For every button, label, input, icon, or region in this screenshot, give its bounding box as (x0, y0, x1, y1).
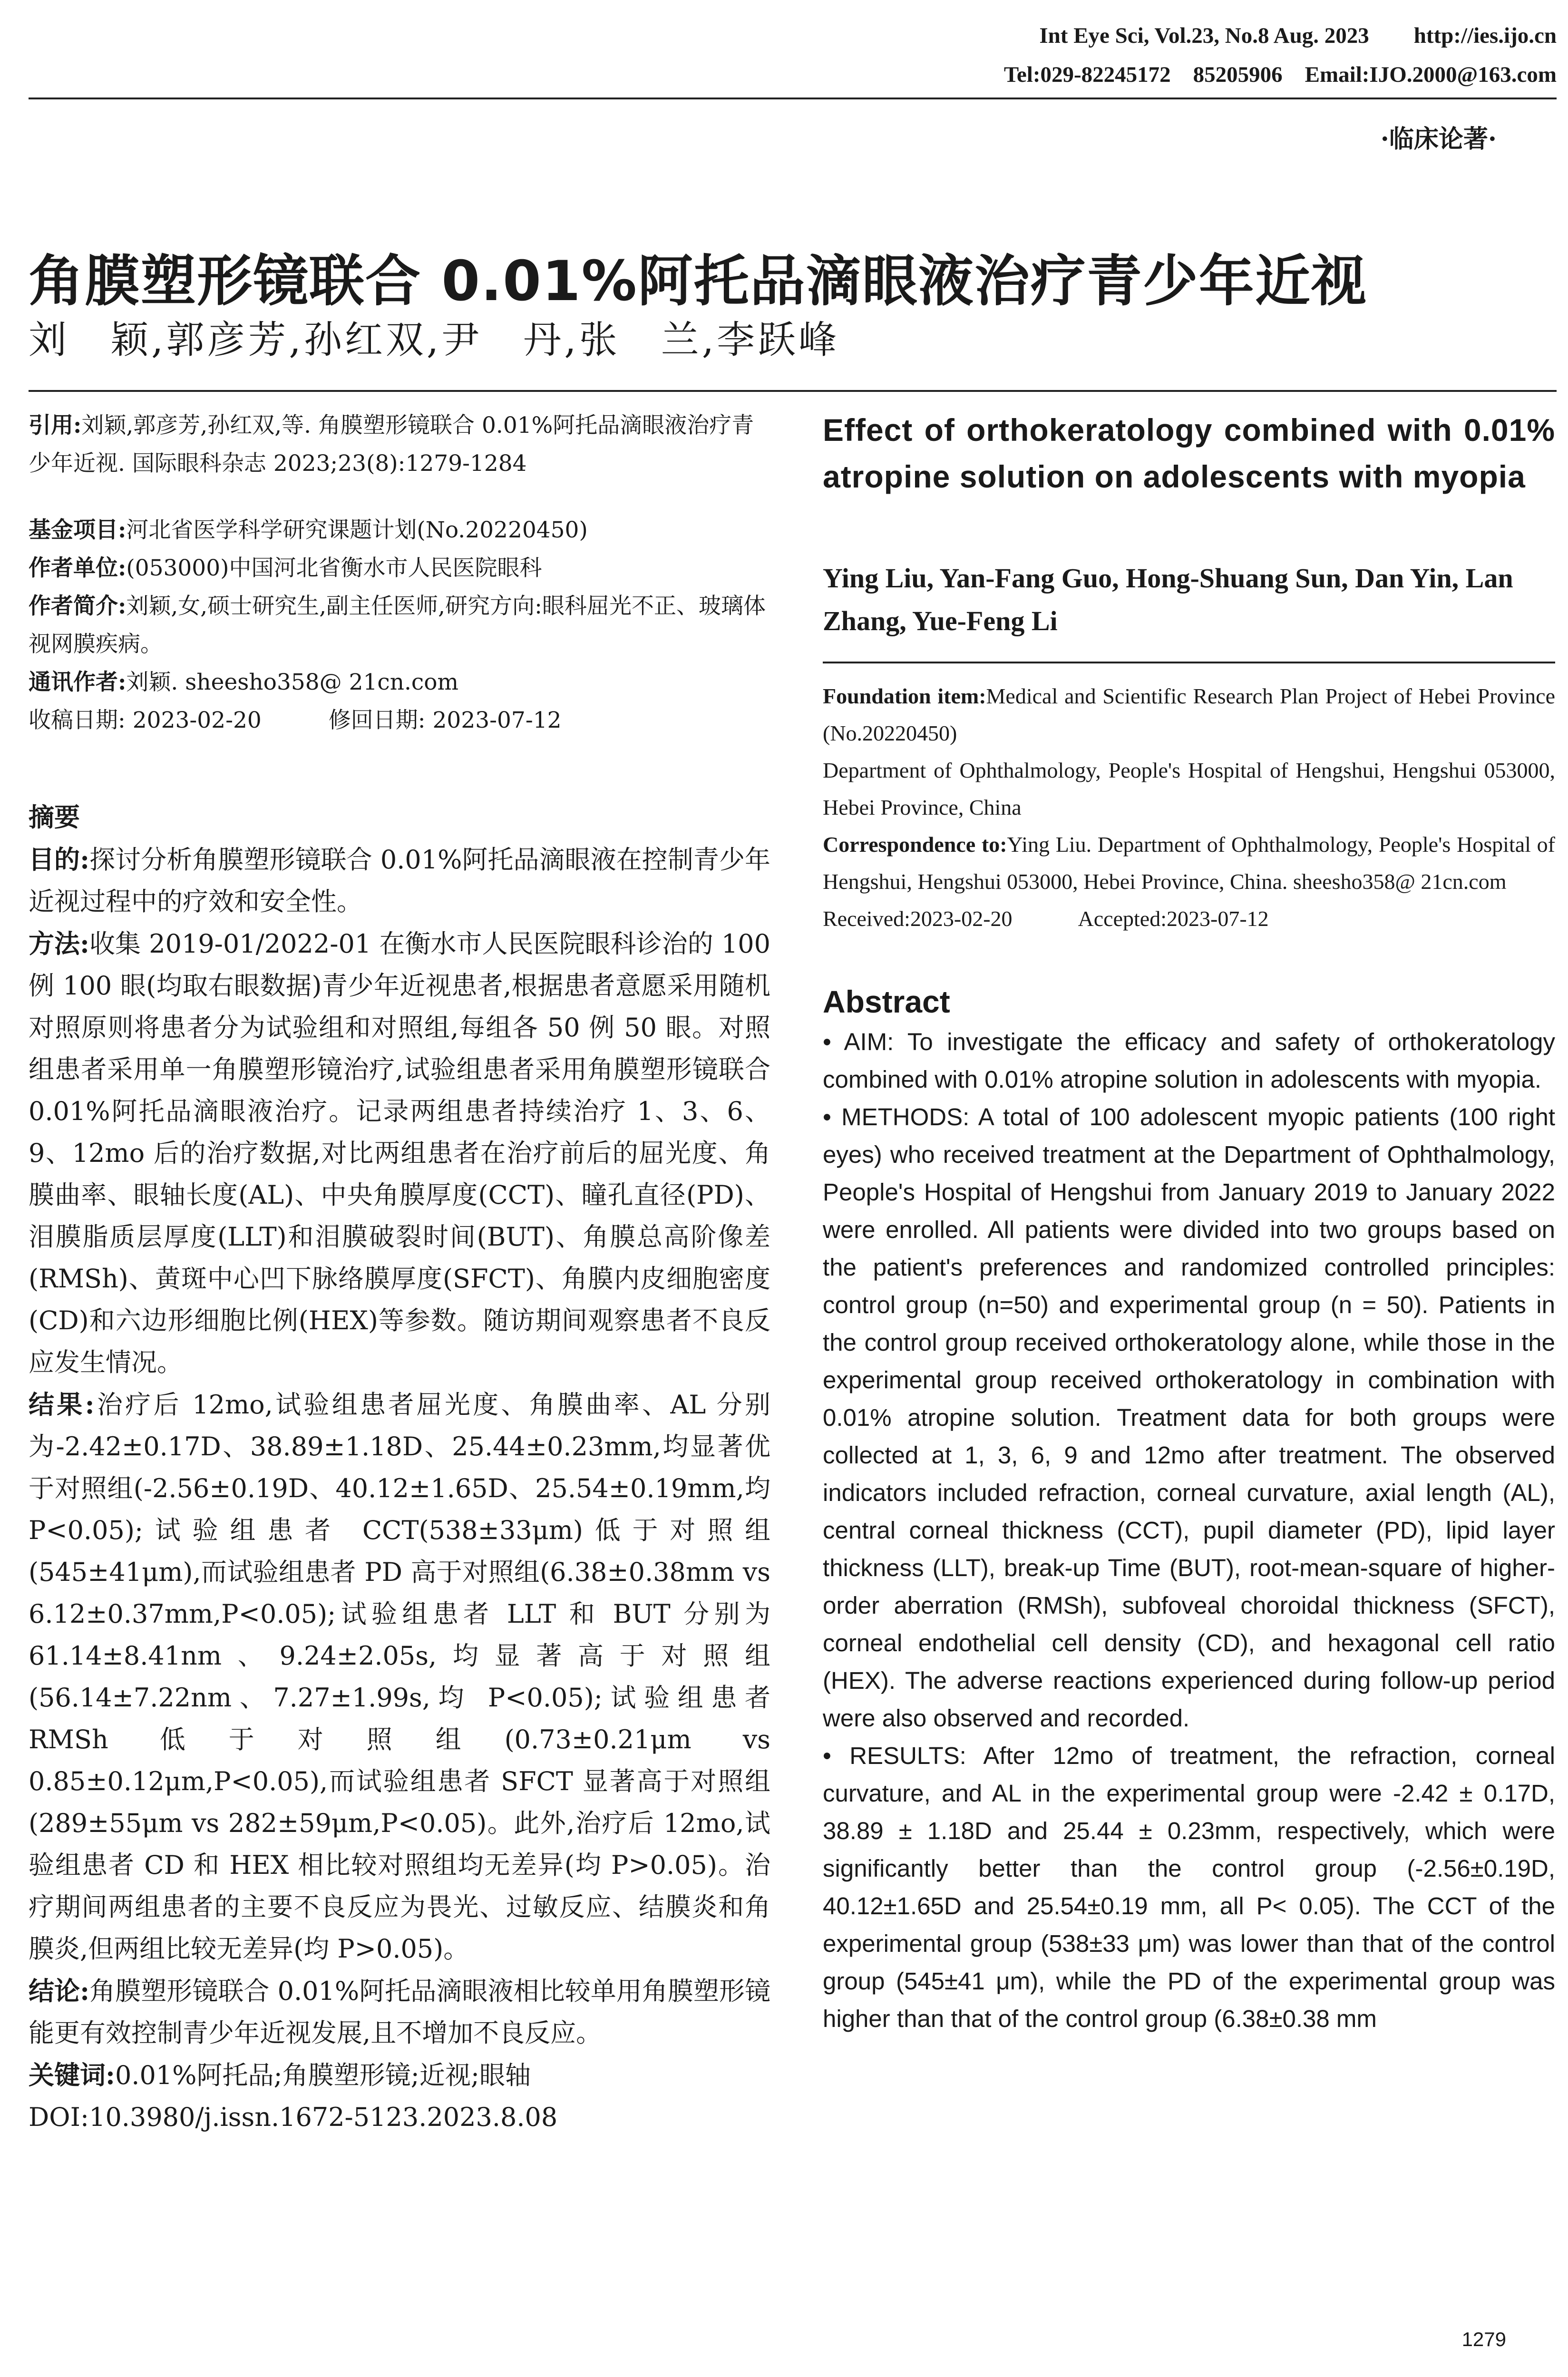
aim-label-zh: 目的: (29, 844, 90, 875)
abstract-conclusion-zh (29, 1970, 770, 2054)
bio-label: 作者简介: (29, 593, 127, 619)
article-title-en: Effect of orthokeratology combined with 0.01% atropine solution on adolescents with myopia (823, 412, 1555, 494)
corr-label: 通讯作者: (29, 669, 127, 695)
results-label-en: • RESULTS: (823, 1742, 966, 1769)
citation-label: 引用: (29, 412, 82, 438)
title-rule (29, 390, 1557, 392)
author-unit (29, 549, 770, 587)
keywords-label-zh: 关键词: (29, 2060, 115, 2090)
left-column (29, 407, 770, 2138)
aim-label-en: • AIM: (823, 1028, 894, 1055)
foundation-item (823, 678, 1555, 752)
citation (29, 407, 770, 483)
fund-label: 基金项目: (29, 517, 127, 543)
received-dates: 收稿日期: 2023-02-20 修回日期: 2023-07-12 (29, 707, 562, 733)
abstract-aim-en (823, 1023, 1555, 1098)
methods-text-en: A total of 100 adolescent myopic patients (100 right eyes) who received treatment at the Department of Ophthalmology, People's Hospital of Hengshui from January 2019 to January 2022 were enrolled. All patients were divided into two groups based on the patient's preferences and randomized controlled principles: control group (n=50) and experimental group (n = 50). Patients in the control group received orthokeratology alone, while those in the experimental group received orthokeratology in combination with 0.01% atropine solution. Treatment data for both groups were collected at 1, 3, 6, 9 and 12mo after treatment. The observed indicators included refraction, corneal curvature, axial length (AL), central corneal thickness (CCT), pupil diameter (PD), lipid layer thickness (LLT), break-up Time (BUT), root-mean-square of higher-order aberration (RMSh), subfoveal choroidal thickness (SFCT), corneal endothelial cell density (CD), and hexagonal cell ratio (HEX). The adverse reactions experienced during follow-up period were also observed and recorded. (823, 1103, 1556, 1732)
abstract-results-zh (29, 1383, 770, 1970)
authors-en: Ying Liu, Yan-Fang Guo, Hong-Shuang Sun, Dan Yin, Lan Zhang, Yue-Feng Li (823, 563, 1513, 636)
bio-text: 刘颖,女,硕士研究生,副主任医师,研究方向:眼科屈光不正、玻璃体视网膜疾病。 (29, 593, 766, 657)
page-number: 1279 (1461, 2328, 1506, 2350)
article-title-zh: 角膜塑形镜联合 0.01%阿托品滴眼液治疗青少年近视 (29, 249, 1367, 313)
fund-text: 河北省医学科学研究课题计划(No.20220450) (126, 517, 588, 543)
department: Department of Ophthalmology, People's Hospital of Hengshui, Hengshui 053000, Hebei Province, China (823, 758, 1555, 819)
keywords-text-zh: 0.01%阿托品;角膜塑形镜;近视;眼轴 (115, 2060, 531, 2090)
fund-item (29, 511, 770, 549)
aim-text-zh: 探讨分析角膜塑形镜联合 0.01%阿托品滴眼液在控制青少年近视过程中的疗效和安全性。 (29, 845, 770, 916)
methods-label-en: • METHODS: (823, 1103, 970, 1130)
conclusion-label-zh: 结论: (29, 1976, 90, 2006)
authors-zh: 刘 颖,郭彦芳,孙红双,尹 丹,张 兰,李跃峰 (29, 318, 840, 362)
foundation-text: Medical and Scientific Research Plan Project of Hebei Province (No.20220450) (823, 684, 1555, 745)
unit-label: 作者单位: (29, 555, 127, 581)
aim-text-en: To investigate the efficacy and safety of orthokeratology combined with 0.01% atropine solution in adolescents with myopia. (823, 1028, 1556, 1093)
authors-rule (823, 662, 1555, 663)
doi: DOI:10.3980/j.issn.1672-5123.2023.8.08 (29, 2102, 558, 2132)
journal-header-line2: Tel:029-82245172 85205906 Email:IJO.2000@163.com (1003, 62, 1557, 87)
abstract-body-zh (29, 838, 770, 2138)
correspondence-text: Ying Liu. Department of Ophthalmology, People's Hospital of Hengshui, Hengshui 053000, Hebei Province, China. sheesho358@ 21cn.com (823, 832, 1555, 894)
right-column (823, 407, 1555, 2037)
citation-text: 刘颖,郭彦芳,孙红双,等. 角膜塑形镜联合 0.01%阿托品滴眼液治疗青少年近视. 国际眼科杂志 2023;23(8):1279-1284 (29, 412, 754, 477)
abstract-results-en (823, 1737, 1555, 2037)
abstract-aim-zh (29, 838, 770, 923)
keywords-zh (29, 2054, 770, 2096)
unit-text: (053000)中国河北省衡水市人民医院眼科 (126, 555, 542, 581)
corresponding-author (29, 663, 770, 701)
corr-text: 刘颖. sheesho358@ 21cn.com (126, 669, 459, 695)
results-text-zh: 治疗后 12mo,试验组患者屈光度、角膜曲率、AL 分别为-2.42±0.17D、38.89±1.18D、25.44±0.23mm,均显著优于对照组(-2.56±0.19D、40.12±1.65D、25.54±0.19mm,均 P<0.05);试验组患者 CCT(538±33μm)低于对照组(545±41μm),而试验组患者 PD 高于对照组(6.38±0.38mm vs 6.12±0.37mm,P<0.05);试验组患者 LLT 和 BUT 分别为 61.14±8.41nm、9.24±2.05s,均显著高于对照组(56.14±7.22nm、7.27±1.99s,均 P<0.05);试验组患者 RMSh 低于对照组(0.73±0.21μm vs 0.85±0.12μm,P<0.05),而试验组患者 SFCT 显著高于对照组(289±55μm vs 282±59μm,P<0.05)。此外,治疗后 12mo,试验组患者 CD 和 HEX 相比较对照组均无差异(均 P>0.05)。治疗期间两组患者的主要不良反应为畏光、过敏反应、结膜炎和角膜炎,但两组比较无差异(均 P>0.05)。 (29, 1390, 770, 1964)
methods-text-zh: 收集 2019-01/2022-01 在衡水市人民医院眼科诊治的 100 例 100 眼(均取右眼数据)青少年近视患者,根据患者意愿采用随机对照原则将患者分为试验组和对照组,每组各 50 例 50 眼。对照组患者采用单一角膜塑形镜治疗,试验组患者采用角膜塑形镜联合 0.01%阿托品滴眼液治疗。记录两组患者持续治疗 1、3、6、9、12mo 后的治疗数据,对比两组患者在治疗前后的屈光度、角膜曲率、眼轴长度(AL)、中央角膜厚度(CCT)、瞳孔直径(PD)、泪膜脂质层厚度(LLT)和泪膜破裂时间(BUT)、角膜总高阶像差(RMSh)、黄斑中心凹下脉络膜厚度(SFCT)、角膜内皮细胞密度(CD)和六边形细胞比例(HEX)等参数。随访期间观察患者不良反应发生情况。 (29, 929, 770, 1377)
foundation-label: Foundation item: (823, 684, 986, 708)
methods-label-zh: 方法: (29, 928, 89, 959)
abstract-methods-zh (29, 923, 770, 1383)
header-rule (29, 97, 1557, 99)
abstract-methods-en (823, 1098, 1555, 1737)
results-label-zh: 结果: (29, 1389, 95, 1420)
correspondence (823, 826, 1555, 900)
conclusion-text-zh: 角膜塑形镜联合 0.01%阿托品滴眼液相比较单用角膜塑形镜能更有效控制青少年近视发展,且不增加不良反应。 (29, 1976, 770, 2048)
abstract-heading-en: Abstract (823, 984, 950, 1019)
author-bio (29, 587, 770, 663)
received-accepted: Received:2023-02-20 Accepted:2023-07-12 (823, 906, 1269, 931)
correspondence-label: Correspondence to: (823, 832, 1007, 857)
journal-header-line1: Int Eye Sci, Vol.23, No.8 Aug. 2023 http://ies.ijo.cn (1039, 23, 1557, 48)
results-text-en: After 12mo of treatment, the refraction, corneal curvature, and AL in the experimental group were -2.42 ± 0.17D, 38.89 ± 1.18D and 25.44 ± 0.23mm, respectively, which were significantly better than the control group (-2.56±0.19D, 40.12±1.65D and 25.54±0.19 mm, all P< 0.05). The CCT of the experimental group (538±33 μm) was lower than that of the control group (545±41 μm), while the PD of the experimental group was higher than that of the control group (6.38±0.38 mm (823, 1742, 1555, 2032)
abstract-heading-zh: 摘要 (29, 802, 80, 832)
section-tag: ·临床论著· (1380, 125, 1497, 154)
